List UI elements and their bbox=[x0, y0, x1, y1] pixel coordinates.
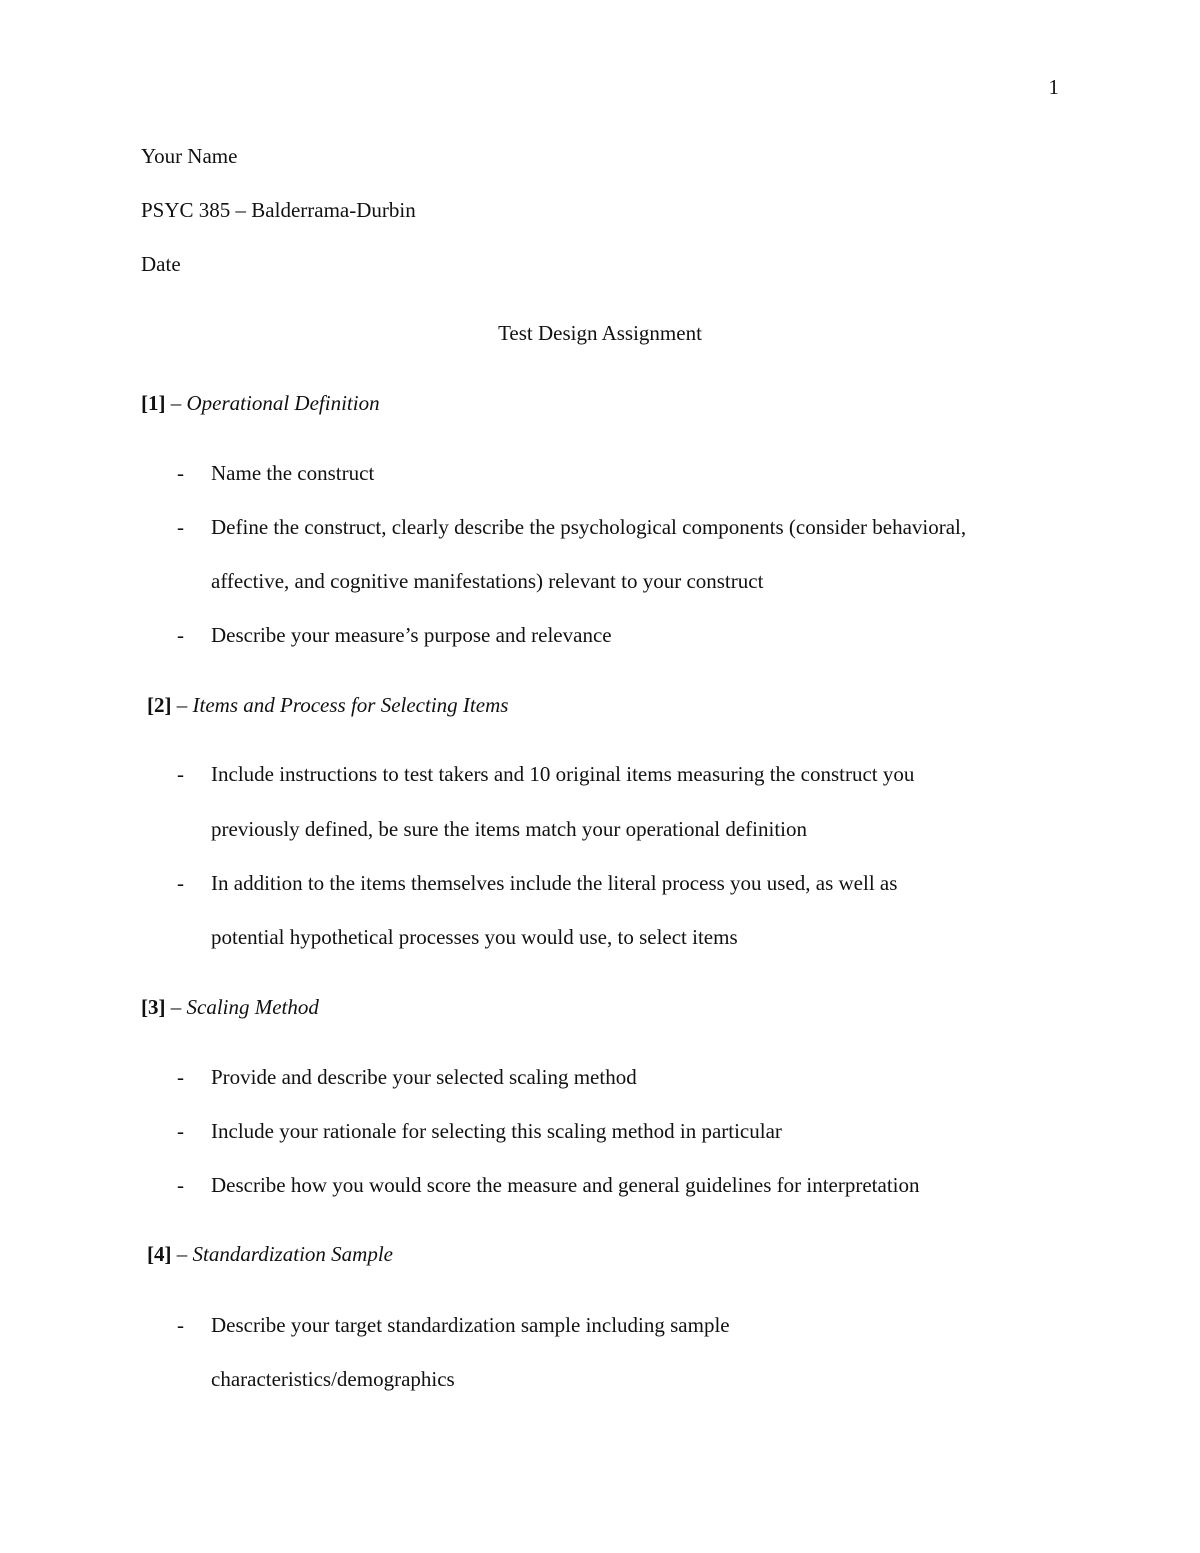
bullet-text-continuation: affective, and cognitive manifestations) relevant to your construct bbox=[211, 569, 764, 593]
section-title: Scaling Method bbox=[186, 995, 319, 1019]
document-title: Test Design Assignment bbox=[498, 321, 702, 345]
section-separator: – bbox=[165, 391, 187, 415]
section-number: [2] bbox=[147, 693, 172, 717]
bullet-dash: - bbox=[177, 1313, 184, 1337]
course-line: PSYC 385 – Balderrama-Durbin bbox=[141, 198, 416, 222]
section-number: [4] bbox=[147, 1242, 172, 1266]
date-line: Date bbox=[141, 252, 181, 276]
bullet-text-continuation: characteristics/demographics bbox=[211, 1367, 455, 1391]
author-name: Your Name bbox=[141, 144, 238, 168]
bullet-text-continuation: potential hypothetical processes you would use, to select items bbox=[211, 925, 738, 949]
section-separator: – bbox=[171, 1242, 193, 1266]
bullet-text: Name the construct bbox=[211, 461, 375, 485]
section-number: [3] bbox=[141, 995, 166, 1019]
bullet-dash: - bbox=[177, 1119, 184, 1143]
section-title: Items and Process for Selecting Items bbox=[192, 693, 509, 717]
bullet-text: Include instructions to test takers and 10 original items measuring the construct you bbox=[211, 762, 915, 786]
bullet-text: Define the construct, clearly describe the psychological components (consider behavioral, bbox=[211, 515, 967, 539]
section-heading-4 bbox=[147, 1244, 393, 1265]
section-number: [1] bbox=[141, 391, 166, 415]
section-title: Operational Definition bbox=[186, 391, 380, 415]
bullet-text: Include your rationale for selecting this scaling method in particular bbox=[211, 1119, 782, 1143]
bullet-dash: - bbox=[177, 1065, 184, 1089]
bullet-dash: - bbox=[177, 1173, 184, 1197]
bullet-text: Describe how you would score the measure and general guidelines for interpretation bbox=[211, 1173, 920, 1197]
section-separator: – bbox=[171, 693, 193, 717]
page-number: 1 bbox=[1048, 75, 1059, 99]
section-title: Standardization Sample bbox=[192, 1242, 393, 1266]
bullet-dash: - bbox=[177, 515, 184, 539]
bullet-text: Describe your measure’s purpose and relevance bbox=[211, 623, 612, 647]
bullet-text: In addition to the items themselves include the literal process you used, as well as bbox=[211, 871, 898, 895]
section-heading-1 bbox=[141, 393, 380, 414]
bullet-dash: - bbox=[177, 461, 184, 485]
bullet-text: Provide and describe your selected scaling method bbox=[211, 1065, 637, 1089]
bullet-dash: - bbox=[177, 871, 184, 895]
bullet-text: Describe your target standardization sample including sample bbox=[211, 1313, 730, 1337]
bullet-dash: - bbox=[177, 762, 184, 786]
section-separator: – bbox=[165, 995, 187, 1019]
section-heading-3 bbox=[141, 997, 319, 1018]
bullet-text-continuation: previously defined, be sure the items match your operational definition bbox=[211, 817, 807, 841]
bullet-dash: - bbox=[177, 623, 184, 647]
section-heading-2 bbox=[147, 695, 508, 716]
